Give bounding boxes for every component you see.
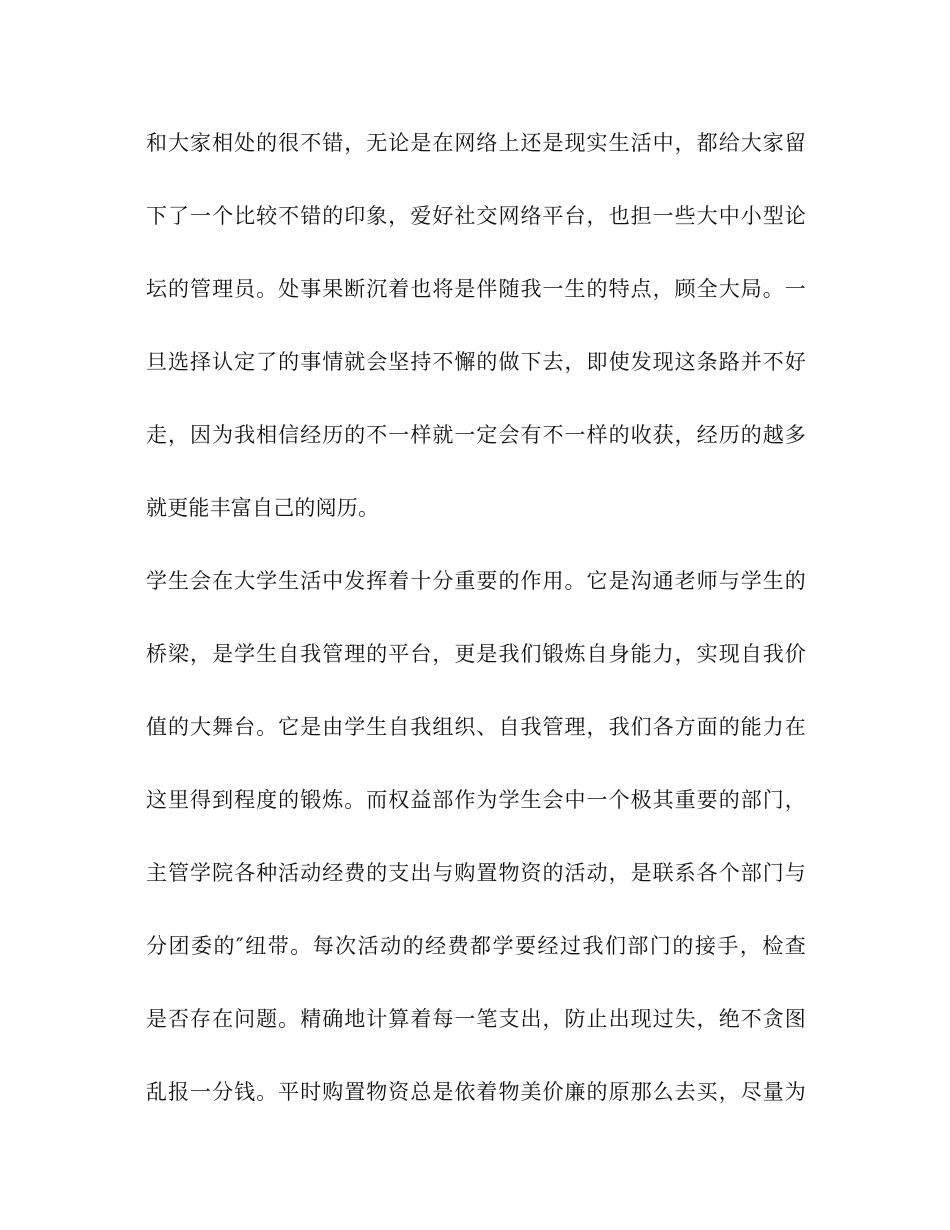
text-line: 乱报一分钱。平时购置物资总是依着物美价廉的原那么去买，尽量为 bbox=[146, 1080, 806, 1104]
text-line: 走，因为我相信经历的不一样就一定会有不一样的收获，经历的越多 bbox=[146, 423, 806, 447]
text-line: 是否存在问题。精确地计算着每一笔支出，防止出现过失，绝不贪图 bbox=[146, 1007, 806, 1031]
text-line: 值的大舞台。它是由学生自我组织、自我管理，我们各方面的能力在 bbox=[146, 715, 806, 739]
text-line: 和大家相处的很不错，无论是在网络上还是现实生活中，都给大家留 bbox=[146, 131, 806, 155]
text-line: 主管学院各种活动经费的支出与购置物资的活动，是联系各个部门与 bbox=[146, 861, 806, 885]
text-line: 就更能丰富自己的阅历。 bbox=[146, 496, 380, 520]
text-line: 桥梁，是学生自我管理的平台，更是我们锻炼自身能力，实现自我价 bbox=[146, 642, 806, 666]
text-line: 旦选择认定了的事情就会坚持不懈的做下去，即使发现这条路并不好 bbox=[146, 350, 806, 374]
text-line: 学生会在大学生活中发挥着十分重要的作用。它是沟通老师与学生的 bbox=[146, 569, 806, 593]
text-line: 下了一个比较不错的印象，爱好社交网络平台，也担一些大中小型论 bbox=[146, 204, 806, 228]
body-text bbox=[146, 121, 806, 1143]
text-line: 坛的管理员。处事果断沉着也将是伴随我一生的特点，顾全大局。一 bbox=[146, 277, 806, 301]
text-line: 这里得到程度的锻炼。而权益部作为学生会中一个极其重要的部门， bbox=[146, 788, 806, 812]
text-line: 分团委的″纽带。每次活动的经费都学要经过我们部门的接手，检查 bbox=[146, 934, 806, 958]
